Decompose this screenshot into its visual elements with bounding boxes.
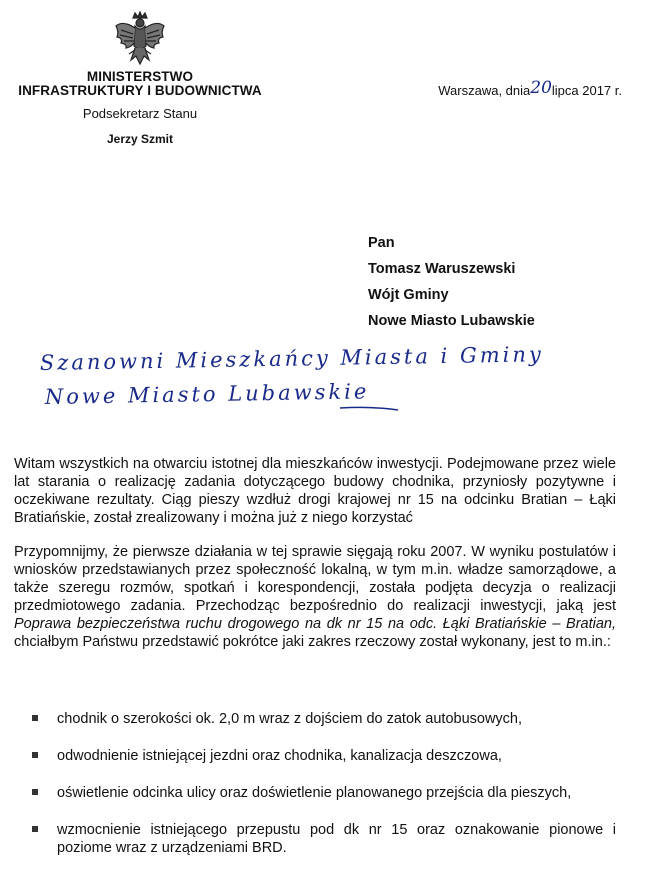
addressee-line: Wójt Gminy bbox=[368, 287, 449, 303]
date-suffix: lipca 2017 r. bbox=[551, 83, 622, 98]
date-day-handwritten: 20 bbox=[530, 78, 552, 98]
ministry-name-line2: INFRASTRUKTURY I BUDOWNICTWA bbox=[18, 83, 262, 98]
letter-body bbox=[14, 455, 616, 651]
scope-list bbox=[30, 710, 616, 876]
addressee-block bbox=[368, 235, 535, 339]
addressee-line: Pan bbox=[368, 235, 395, 251]
sender-name: Jerzy Szmit bbox=[106, 132, 174, 146]
paragraph-2-start: Przypomnijmy, że pierwsze działania w tej sprawie sięgają roku 2007. W wyniku postulatów i wniosków przedstawianych przez społeczność lokalną, w tym m.in. władze samorządowe, a także szeregu rozmów, spotkań i korespondencji, została podjęta decyzja o realizacji przedmiotowego zadania. Przechodząc bezpośrednio do realizacji inwestycji, jaką jest bbox=[14, 544, 616, 614]
body-paragraph-2 bbox=[14, 543, 616, 651]
date-prefix: Warszawa, dnia bbox=[438, 83, 531, 98]
polish-eagle-emblem-icon bbox=[113, 10, 167, 68]
paragraph-2-end: chciałbym Państwu przedstawić pokrótce jaki zakres rzeczowy został wykonany, jest to m.in.: bbox=[14, 634, 611, 650]
ministry-name-line1: MINISTERSTWO bbox=[86, 69, 194, 84]
investment-name: Poprawa bezpieczeństwa ruchu drogowego na dk nr 15 na odc. Łąki Bratiańskie – Bratian, bbox=[14, 616, 616, 632]
sender-role: Podsekretarz Stanu bbox=[82, 106, 198, 121]
body-paragraph-1: Witam wszystkich na otwarciu istotnej dla mieszkańców inwestycji. Podejmowane przez wiele lat starania o realizację zadania dotyczącego budowy chodnika, przyniosły pozytywne i oczekiwane rezultaty. Ciąg pieszy wzdłuż drogi krajowej nr 15 na odcinku Bratian – Łąki Bratiańskie, został zrealizowany i można już z niego korzystać bbox=[14, 456, 616, 526]
date-line bbox=[438, 80, 622, 100]
list-item: odwodnienie istniejącej jezdni oraz chodnika, kanalizacja deszczowa, bbox=[30, 747, 616, 765]
handwritten-line-1: Szanowni Mieszkańcy Miasta i Gminy bbox=[39, 342, 544, 375]
sender-block bbox=[0, 70, 280, 146]
addressee-line: Nowe Miasto Lubawskie bbox=[368, 313, 535, 329]
list-item: wzmocnienie istniejącego przepustu pod dk nr 15 oraz oznakowanie pionowe i poziome wraz z urządzeniami BRD. bbox=[30, 821, 616, 857]
list-item: oświetlenie odcinka ulicy oraz doświetlenie planowanego przejścia dla pieszych, bbox=[30, 784, 616, 802]
handwritten-line-2: Nowe Miasto Lubawskie bbox=[44, 379, 370, 409]
addressee-line: Tomasz Waruszewski bbox=[368, 261, 516, 277]
list-item: chodnik o szerokości ok. 2,0 m wraz z dojściem do zatok autobusowych, bbox=[30, 710, 616, 728]
handwritten-salutation bbox=[0, 340, 650, 420]
